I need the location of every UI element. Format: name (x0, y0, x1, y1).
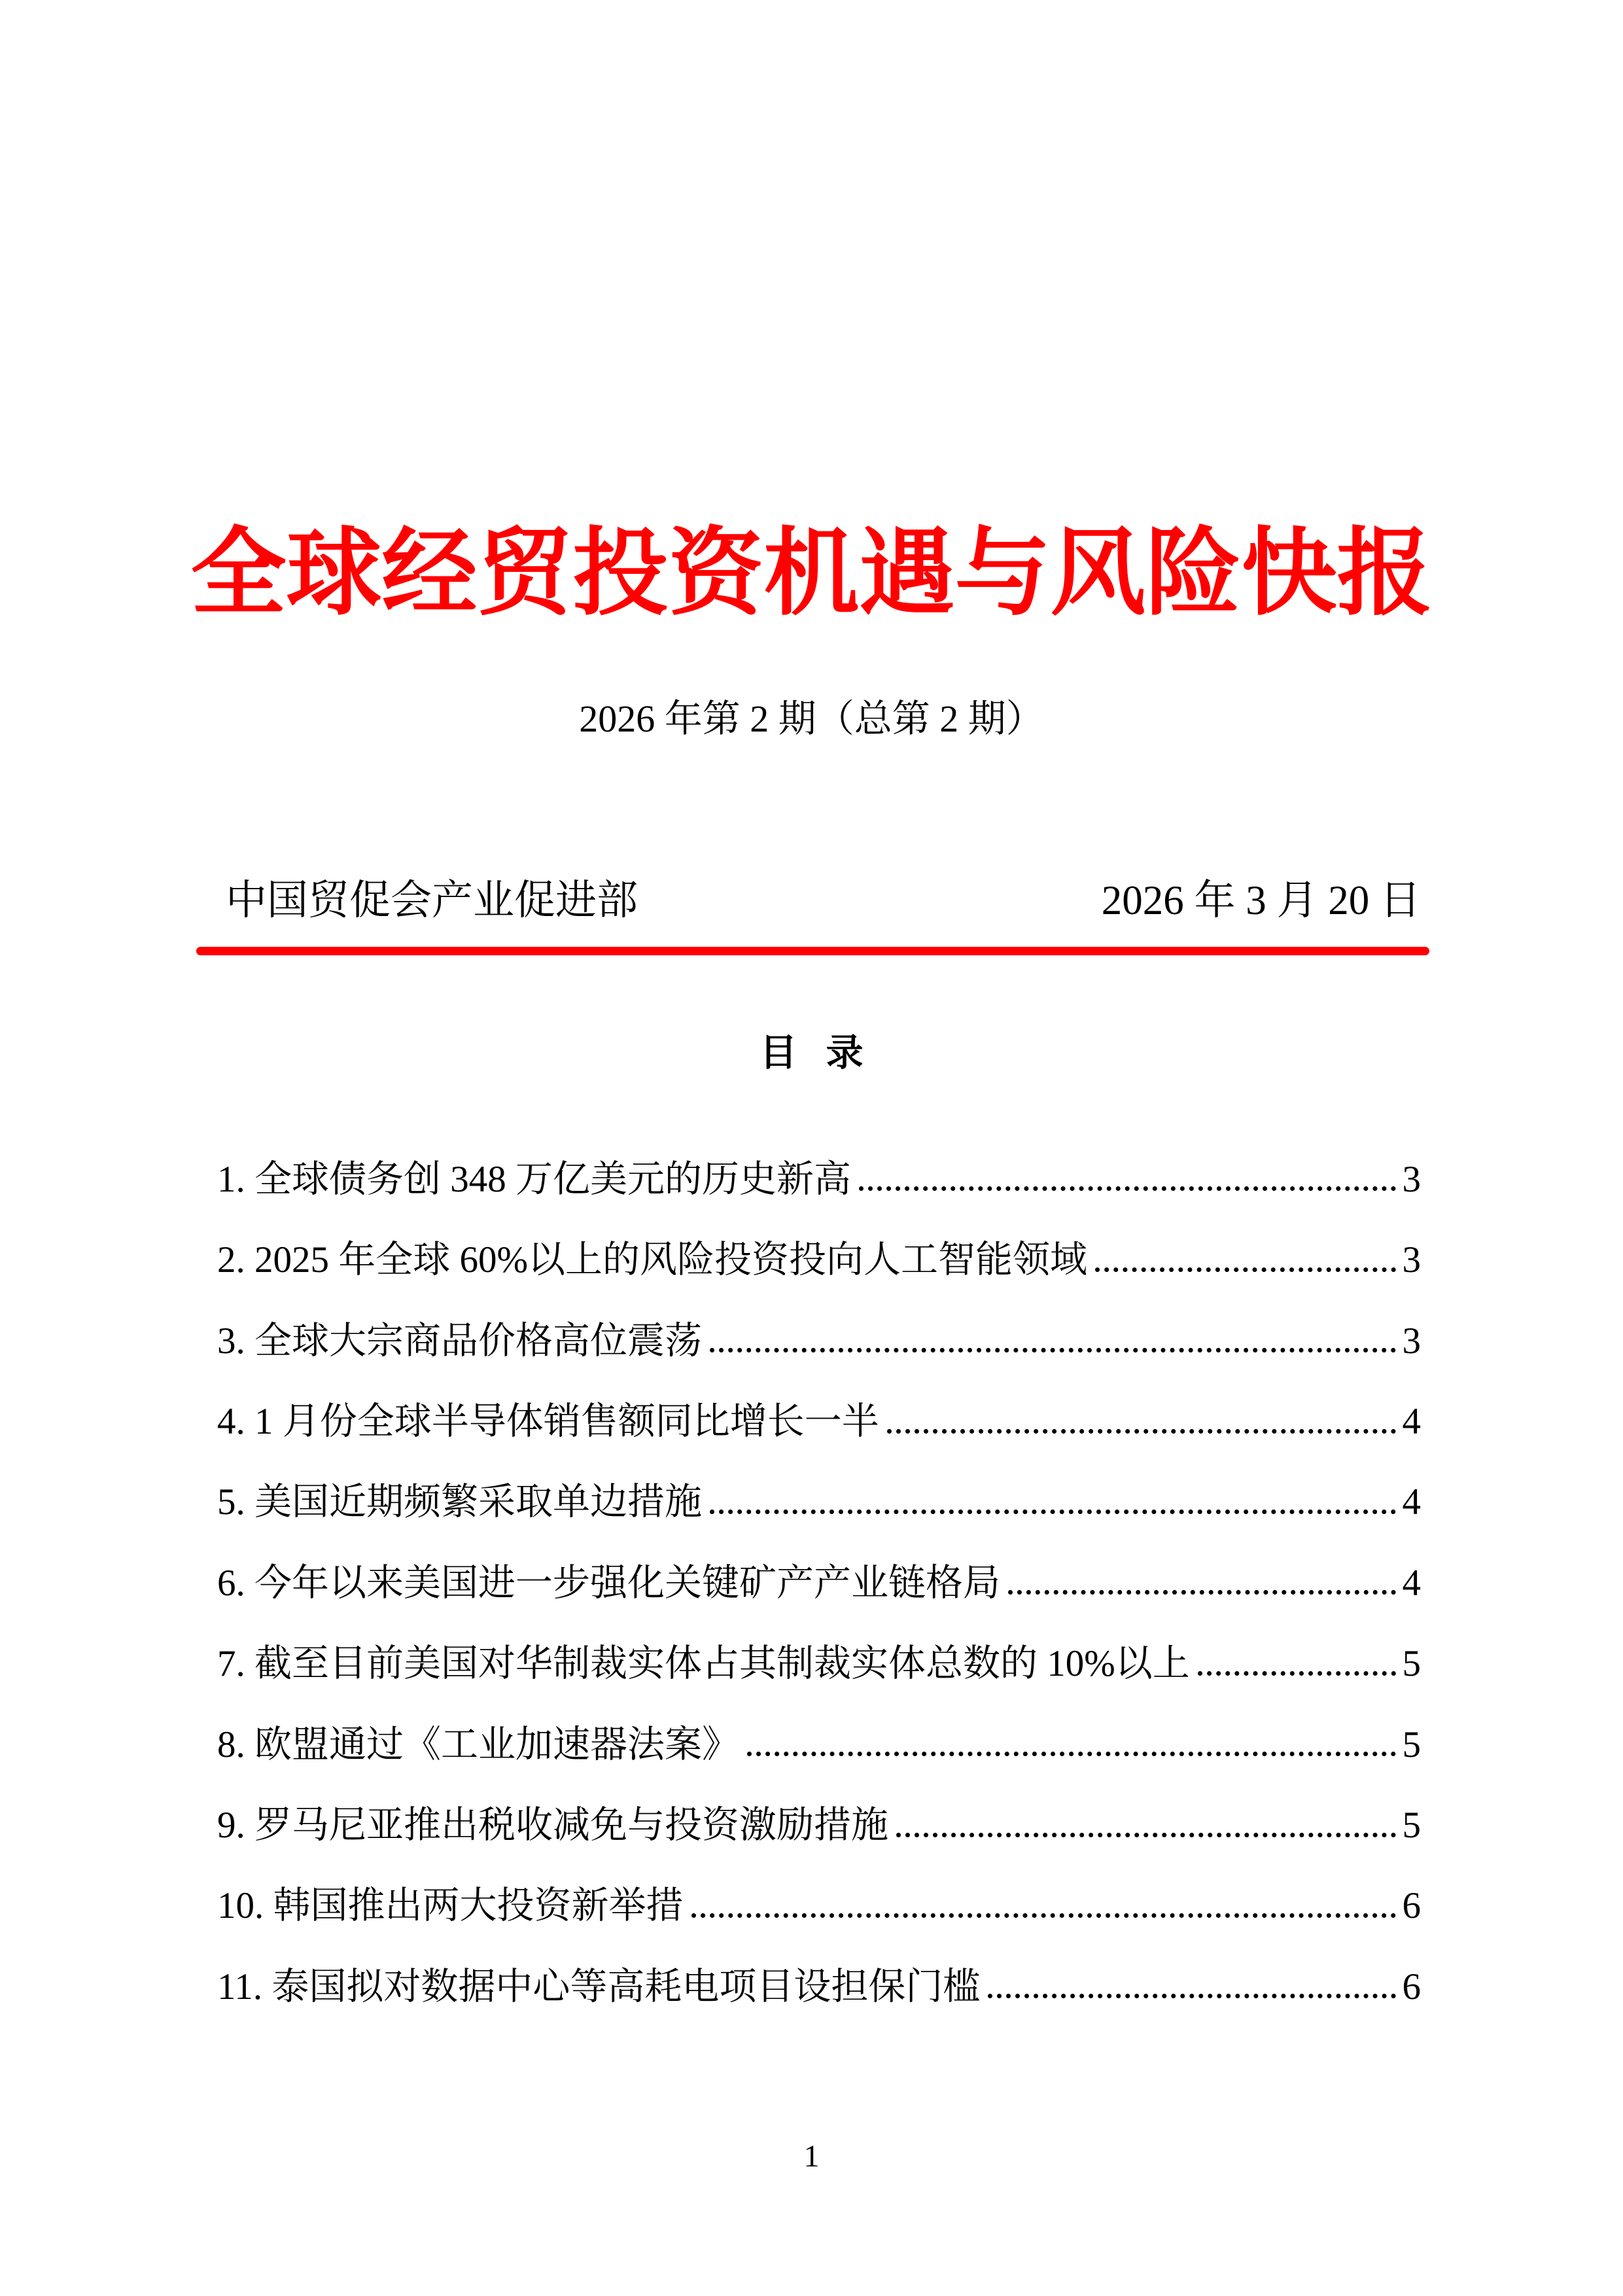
issuing-org: 中国贸促会产业促进部 (226, 877, 638, 923)
dotted-leader (1095, 1267, 1396, 1272)
toc-entry-label: 8. 欧盟通过《工业加速器法案》 (217, 1723, 739, 1765)
toc-entry[interactable] (217, 1131, 1421, 1211)
toc-entry-label: 11. 泰国拟对数据中心等高耗电项目设担保门槛 (217, 1966, 981, 2007)
toc-entry[interactable] (217, 1211, 1421, 1292)
issue-line: 2026 年第 2 期（总第 2 期） (579, 698, 1044, 740)
toc-entry-page: 4 (1402, 1401, 1421, 1443)
toc-entry-label: 3. 全球大宗商品价格高位震荡 (217, 1320, 702, 1362)
dotted-leader (1198, 1671, 1396, 1676)
toc-entry-page: 5 (1402, 1723, 1421, 1765)
dotted-leader (896, 1833, 1396, 1837)
toc-entry[interactable] (217, 1858, 1421, 1938)
toc-entry-label: 10. 韩国推出两大投资新举措 (217, 1885, 684, 1927)
toc-entry-page: 4 (1402, 1481, 1421, 1523)
dotted-leader (988, 1994, 1395, 1998)
toc-entry-label: 6. 今年以来美国进一步强化关键矿产产业链格局 (217, 1562, 1000, 1604)
dotted-leader (710, 1510, 1396, 1514)
toc-entry-label: 5. 美国近期频繁采取单边措施 (217, 1481, 702, 1523)
toc-entry[interactable] (217, 1373, 1421, 1453)
toc-entry-page: 3 (1402, 1158, 1421, 1200)
toc-entry-page: 3 (1402, 1239, 1421, 1281)
toc-entry[interactable] (217, 1938, 1421, 2019)
toc-entry-page: 3 (1402, 1320, 1421, 1362)
toc-entry[interactable] (217, 1454, 1421, 1534)
dotted-leader (859, 1186, 1396, 1191)
red-divider-rule (196, 947, 1429, 955)
toc-entry-page: 5 (1402, 1804, 1421, 1846)
issue-date: 2026 年 3 月 20 日 (1101, 877, 1421, 923)
toc-entry[interactable] (217, 1534, 1421, 1615)
toc-entry-page: 6 (1402, 1966, 1421, 2007)
toc-heading: 目 录 (759, 1033, 864, 1074)
toc-entry-label: 1. 全球债务创 348 万亿美元的历史新高 (217, 1158, 851, 1200)
page-number: 1 (803, 2139, 820, 2174)
dotted-leader (1008, 1590, 1396, 1595)
dotted-leader (710, 1348, 1396, 1352)
dotted-leader (747, 1752, 1396, 1756)
dotted-leader (887, 1429, 1396, 1434)
dotted-leader (691, 1913, 1396, 1918)
toc-entry[interactable] (217, 1696, 1421, 1776)
document-title: 全球经贸投资机遇与风险快报 (190, 521, 1433, 627)
toc-entry[interactable] (217, 1615, 1421, 1695)
masthead-row (226, 877, 1421, 923)
toc-entry-page: 6 (1402, 1885, 1421, 1927)
toc-entry-label: 4. 1 月份全球半导体销售额同比增长一半 (217, 1401, 879, 1443)
toc-entry[interactable] (217, 1776, 1421, 1857)
table-of-contents (217, 1131, 1421, 2019)
toc-entry-label: 2. 2025 年全球 60%以上的风险投资投向人工智能领域 (217, 1239, 1087, 1281)
toc-entry-page: 5 (1402, 1643, 1421, 1685)
toc-entry-label: 7. 截至目前美国对华制裁实体占其制裁实体总数的 10%以上 (217, 1643, 1190, 1685)
toc-entry-label: 9. 罗马尼亚推出税收减免与投资激励措施 (217, 1804, 888, 1846)
toc-entry-page: 4 (1402, 1562, 1421, 1604)
toc-entry[interactable] (217, 1292, 1421, 1373)
